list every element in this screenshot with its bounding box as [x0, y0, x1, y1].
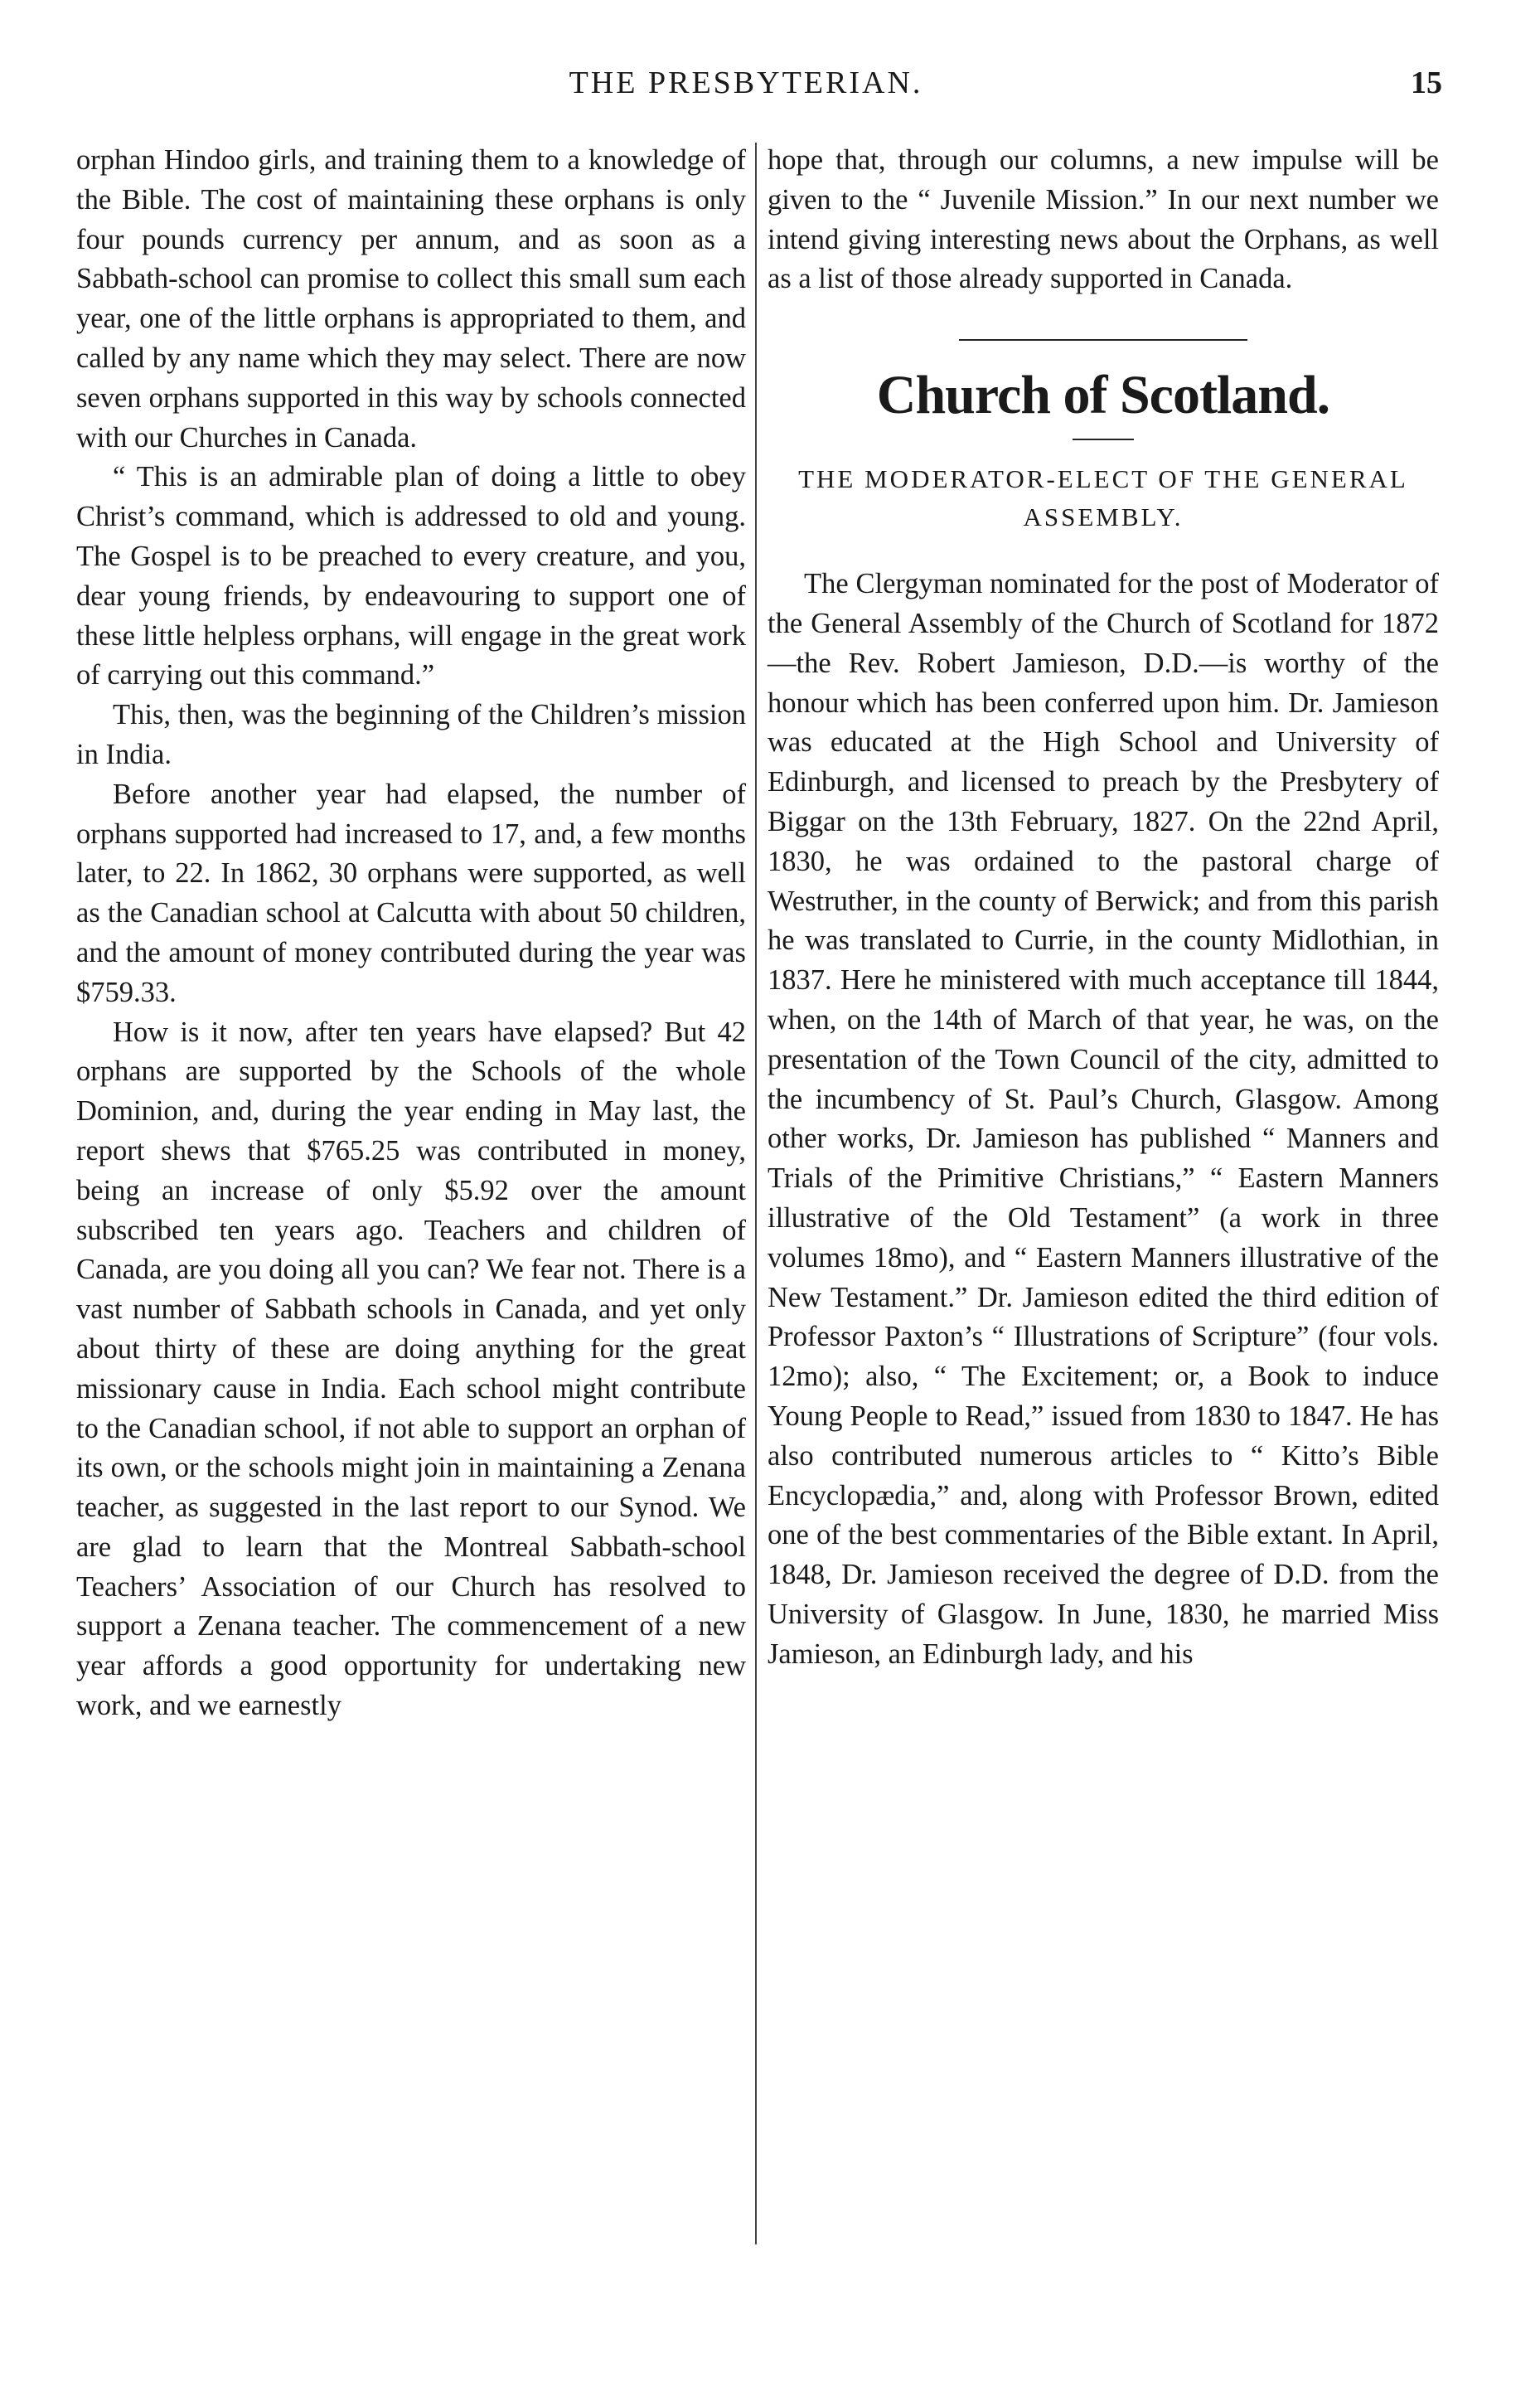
right-intro-paragraph: hope that, through our columns, a new impulse will be given to the “ Juvenile Mission.” In our next number we intend giving interesting news about the Orphans, as well as a list of those already supported in Canada.: [768, 144, 1439, 295]
page-number: 15: [1411, 66, 1442, 100]
running-title: THE PRESBYTERIAN.: [569, 66, 923, 100]
left-paragraph-5: How is it now, after ten years have elapsed? But 42 orphans are supported by the Schools of the whole Dominion, and, during the year ending in May last, the report shews that $765.25 was contributed in money, being an increase of only $5.92 over the amount subscribed ten years ago. Teachers and children of Canada, are you doing all you can? We fear not. There is a vast number of Sabbath schools in Canada, and yet only about thirty of these are doing anything for the great missionary cause in India. Each school might contribute to the Canadian school, if not able to support an orphan of its own, or the schools might join in maintaining a Zenana teacher, as suggested in the last report to our Synod. We are glad to learn that the Montreal Sabbath-school Teachers’ Association of our Church has resolved to support a Zenana teacher. The commencement of a new year affords a good opportunity for undertaking new work, and we earnestly: [76, 1016, 746, 1722]
left-paragraph-1: orphan Hindoo girls, and training them to a knowledge of the Bible. The cost of maintaining these orphans is only four pounds currency per annum, and as soon as a Sabbath-school can promise to collect this small sum each year, one of the little orphans is appropriated to them, and called by any name which they may select. There are now seven orphans supported in this way by schools connected with our Churches in Canada.: [76, 144, 746, 454]
running-head: [50, 65, 1442, 114]
right-column: [768, 141, 1439, 1675]
left-paragraph-3: This, then, was the beginning of the Children’s mission in India.: [76, 699, 746, 770]
left-paragraph-2: “ This is an admirable plan of doing a little to obey Christ’s command, which is addressed to old and young. The Gospel is to be preached to every creature, and you, dear young friends, by endeavouring to support one of these little helpless orphans, will engage in the great work of carrying out this command.”: [76, 461, 746, 691]
article-heading: THE MODERATOR-ELECT OF THE GENERAL ASSEMBLY.: [798, 464, 1408, 532]
left-column: [76, 141, 746, 1726]
left-paragraph-4: Before another year had elapsed, the number of orphans supported had increased to 17, and, a few months later, to 22. In 1862, 30 orphans were supported, as well as the Canadian school at Calcutta with about 50 children, and the amount of money contributed during the year was $759.33.: [76, 778, 746, 1008]
section-divider-rule: [959, 339, 1247, 341]
article-paragraph: The Clergyman nominated for the post of Moderator of the General Assembly of the Church of Scotland for 1872—the Rev. Robert Jamieson, D.D.—is worthy of the honour which has been conferred upon him. Dr. Jamieson was educated at the High School and University of Edinburgh, and licensed to preach by the Presbytery of Biggar on the 13th February, 1827. On the 22nd April, 1830, he was ordained to the pastoral charge of Westruther, in the county of Berwick; and from this parish he was translated to Currie, in the county Midlothian, in 1837. Here he ministered with much acceptance till 1844, when, on the 14th of March of that year, he was, on the presentation of the Town Council of the city, admitted to the incumbency of St. Paul’s Church, Glasgow. Among other works, Dr. Jamieson has published “ Manners and Trials of the Primitive Christians,” “ Eastern Manners illustrative of the Old Testament” (a work in three volumes 18mo), and “ Eastern Manners illustrative of the New Testament.” Dr. Jamieson edited the third edition of Professor Paxton’s “ Illustrations of Scripture” (four vols. 12mo); also, “ The Excitement; or, a Book to induce Young People to Read,” issued from 1830 to 1847. He has also contributed numerous articles to “ Kitto’s Bible Encyclopædia,” and, along with Professor Brown, edited one of the best commentaries of the Bible extant. In April, 1848, Dr. Jamieson received the degree of D.D. from the University of Glasgow. In June, 1830, he married Miss Jamieson, an Edinburgh lady, and his: [768, 568, 1439, 1670]
column-divider-rule: [755, 143, 757, 2244]
section-heading: Church of Scotland.: [876, 365, 1330, 426]
heading-divider-rule: [1073, 439, 1134, 440]
